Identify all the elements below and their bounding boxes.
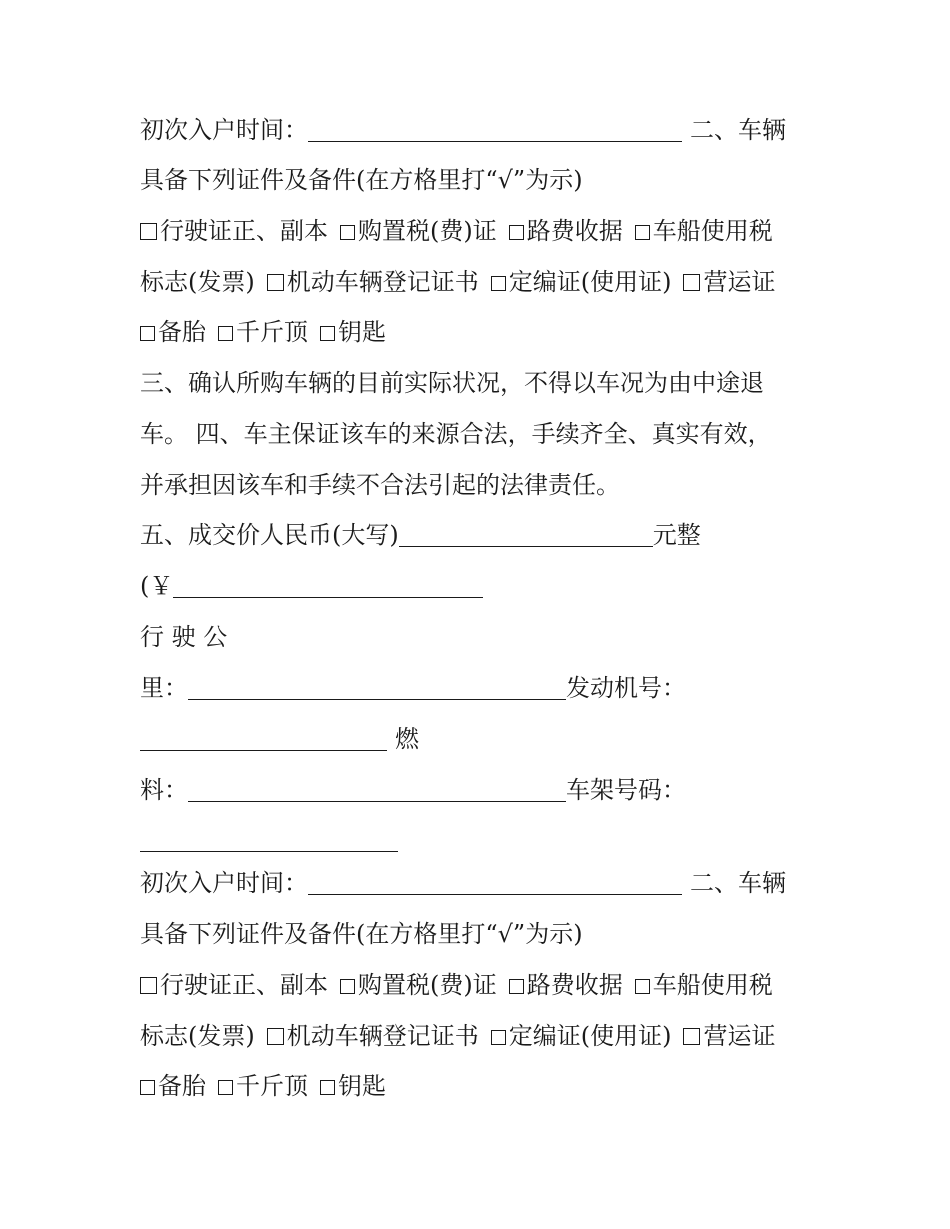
item-label: 行驶证正、副本 xyxy=(160,971,328,999)
yuan-prefix: (￥ xyxy=(140,572,174,600)
section4-text: 车。 四、车主保证该车的来源合法，手续齐全、真实有效， xyxy=(140,420,772,448)
checkbox-row-3 xyxy=(140,307,820,357)
vin-label: 车架号码： xyxy=(566,776,686,804)
fuel-line xyxy=(140,765,820,815)
checkbox-row-2-b xyxy=(140,1011,820,1061)
mileage-line xyxy=(140,663,820,713)
fuel-label-suffix: 料： xyxy=(140,776,188,804)
item-label: 行驶证正、副本 xyxy=(160,217,328,245)
mileage-label: 行 驶 公 xyxy=(140,623,228,651)
registration-time-blank[interactable] xyxy=(308,111,682,142)
mileage-blank[interactable] xyxy=(188,669,566,700)
checkbox-row-2 xyxy=(140,257,820,307)
item-label: 标志(发票) xyxy=(140,1022,255,1050)
fuel-label: 燃 xyxy=(395,725,419,753)
checkbox-vehicle-tax[interactable] xyxy=(635,979,650,994)
item-label: 千斤顶 xyxy=(236,1072,308,1100)
section3-line2 xyxy=(140,409,820,459)
price-suffix: 元整 xyxy=(652,521,701,549)
checkbox-purchase-tax[interactable] xyxy=(340,225,355,240)
checkbox-toll-receipt[interactable] xyxy=(509,979,524,994)
price-uppercase-blank[interactable] xyxy=(399,516,653,547)
checkbox-spare-tire[interactable] xyxy=(140,1080,155,1095)
fuel-blank[interactable] xyxy=(188,771,566,802)
liability-text: 并承担因该车和手续不合法引起的法律责任。 xyxy=(140,471,620,499)
documents-intro xyxy=(140,155,820,205)
registration-time-line xyxy=(140,105,820,155)
engine-line xyxy=(140,714,820,764)
item-label: 定编证(使用证) xyxy=(508,1022,672,1050)
item-label: 路费收据 xyxy=(526,217,623,245)
documents-intro-text: 具备下列证件及备件(在方格里打“√”为示) xyxy=(140,920,583,948)
section2-title: 二、车辆 xyxy=(690,116,786,144)
checkbox-row-1 xyxy=(140,206,820,256)
checkbox-operating-cert[interactable] xyxy=(683,274,700,291)
checkbox-keys[interactable] xyxy=(320,1080,335,1095)
checkbox-driving-license[interactable] xyxy=(140,977,157,994)
checkbox-toll-receipt[interactable] xyxy=(509,225,524,240)
checkbox-registration-cert[interactable] xyxy=(267,274,284,291)
item-label: 路费收据 xyxy=(526,971,623,999)
item-label: 钥匙 xyxy=(338,1072,386,1100)
engine-number-label: 发动机号： xyxy=(566,674,686,702)
item-label: 机动车辆登记证书 xyxy=(286,268,479,296)
engine-number-blank[interactable] xyxy=(140,720,387,751)
checkbox-operating-cert[interactable] xyxy=(683,1028,700,1045)
section3-line1 xyxy=(140,358,820,408)
item-label: 机动车辆登记证书 xyxy=(286,1022,479,1050)
section3-text: 三、确认所购车辆的目前实际状况，不得以车况为由中途退 xyxy=(140,369,764,397)
item-label: 购置税(费)证 xyxy=(358,217,497,245)
registration-time-label: 初次入户时间： xyxy=(140,869,308,897)
documents-intro-2 xyxy=(140,909,820,959)
item-label: 购置税(费)证 xyxy=(358,971,497,999)
checkbox-seating-cert[interactable] xyxy=(491,276,506,291)
checkbox-vehicle-tax[interactable] xyxy=(635,225,650,240)
checkbox-row-3-b xyxy=(140,1061,820,1111)
mileage-label-suffix: 里： xyxy=(140,674,188,702)
item-label: 营运证 xyxy=(703,268,776,296)
item-label: 营运证 xyxy=(703,1022,776,1050)
item-label: 定编证(使用证) xyxy=(508,268,672,296)
section2-title: 二、车辆 xyxy=(690,869,786,897)
registration-time-blank[interactable] xyxy=(308,864,682,895)
checkbox-spare-tire[interactable] xyxy=(140,326,155,341)
checkbox-purchase-tax[interactable] xyxy=(340,979,355,994)
checkbox-jack[interactable] xyxy=(218,326,233,341)
checkbox-registration-cert[interactable] xyxy=(267,1028,284,1045)
vin-blank[interactable] xyxy=(140,821,398,852)
documents-intro-text: 具备下列证件及备件(在方格里打“√”为示) xyxy=(140,166,583,194)
price-number-line xyxy=(140,561,820,611)
checkbox-driving-license[interactable] xyxy=(140,223,157,240)
price-label: 五、成交价人民币(大写) xyxy=(140,521,399,549)
checkbox-seating-cert[interactable] xyxy=(491,1030,506,1045)
item-label: 车船使用税 xyxy=(652,217,773,245)
section3-line3 xyxy=(140,460,820,510)
item-label: 标志(发票) xyxy=(140,268,255,296)
item-label: 备胎 xyxy=(158,318,206,346)
item-label: 车船使用税 xyxy=(652,971,773,999)
registration-time-line-2 xyxy=(140,858,820,908)
checkbox-keys[interactable] xyxy=(320,326,335,341)
mileage-label-line xyxy=(140,612,820,662)
checkbox-jack[interactable] xyxy=(218,1080,233,1095)
registration-time-label: 初次入户时间： xyxy=(140,116,308,144)
item-label: 钥匙 xyxy=(338,318,386,346)
checkbox-row-1-b xyxy=(140,960,820,1010)
item-label: 千斤顶 xyxy=(236,318,308,346)
price-line xyxy=(140,510,820,560)
price-number-blank[interactable] xyxy=(173,567,483,598)
item-label: 备胎 xyxy=(158,1072,206,1100)
